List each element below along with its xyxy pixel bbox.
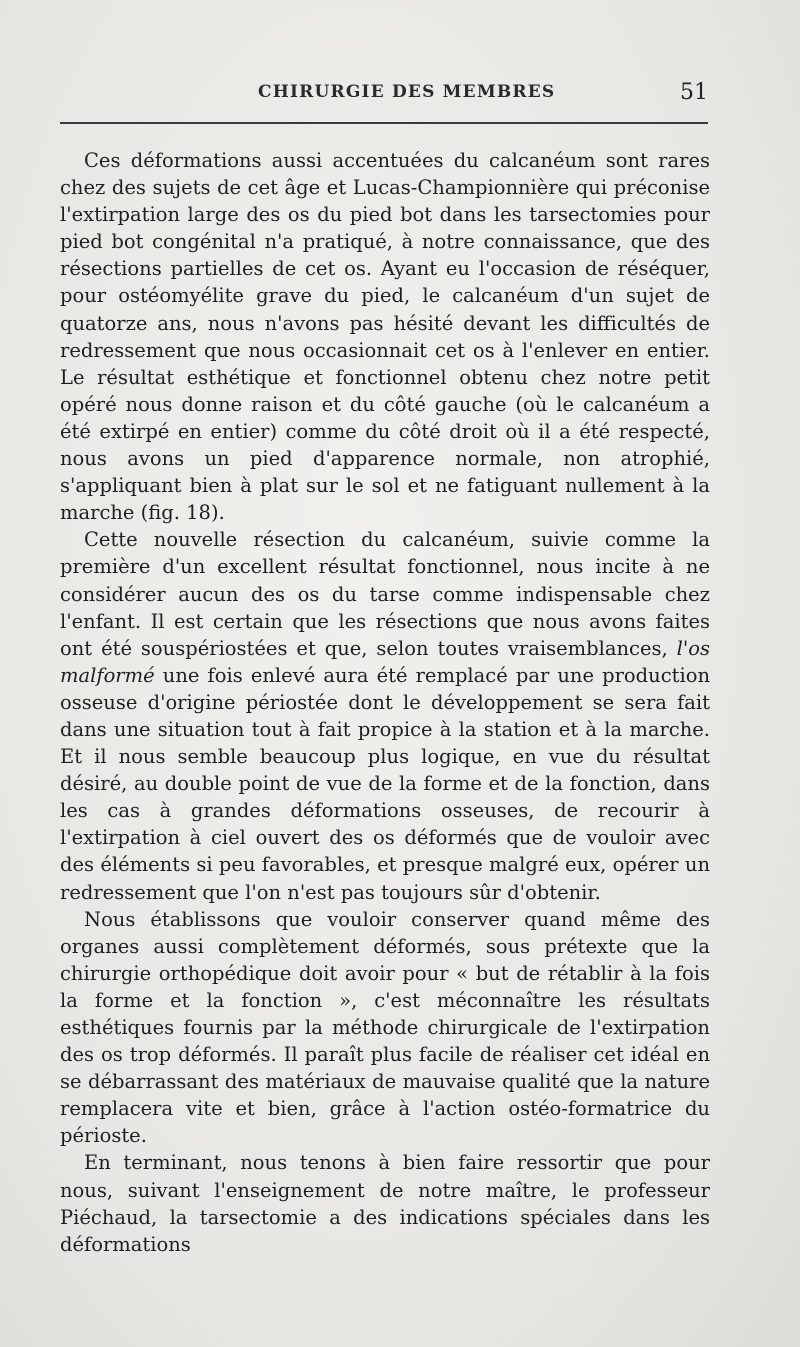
paragraph-text: Cette nouvelle résection du calcanéum, suivie comme la première d'un excellent résultat fonctionnel, nous incite à ne considérer aucun des os du tarse comme indispensable chez l'enfant. Il est certain que les résections que nous avons faites ont été souspériostées et que, selon toutes vraisemblances, [60, 528, 710, 660]
running-title: CHIRURGIE DES MEMBRES [258, 82, 556, 102]
page-number: 51 [680, 80, 708, 105]
paragraph-text: une fois enlevé aura été remplacé par une production osseuse d'origine périostée dont le développement se sera fait dans une situation tout à fait propice à la station et à la marche. Et il nous semble beaucoup plus logique, en vue du résultat désiré, au double point de vue de la forme et de la fonction, dans les cas à grandes déformations osseuses, de recourir à l'extirpation à ciel ouvert des os déformés que de vouloir avec des éléments si peu favorables, et presque malgré eux, opérer un redressement que l'on n'est pas toujours sûr d'obtenir. [60, 663, 710, 904]
paragraph [60, 526, 710, 905]
header-rule [60, 122, 708, 124]
paragraph: Ces déformations aussi accentuées du calcanéum sont rares chez des sujets de cet âge et Lucas-Championnière qui préconise l'extirpation large des os du pied bot dans les tarsectomies pour pied bot congénital n'a pratiqué, à notre connaissance, que des résections partielles de cet os. Ayant eu l'occasion de réséquer, pour ostéomyélite grave du pied, le calcanéum d'un sujet de quatorze ans, nous n'avons pas hésité devant les difficultés de redressement que nous occasionnait cet os à l'enlever en entier. Le résultat esthétique et fonctionnel obtenu chez notre petit opéré nous donne raison et du côté gauche (où le calcanéum a été extirpé en entier) comme du côté droit où il a été respecté, nous avons un pied d'apparence normale, non atrophié, s'appliquant bien à plat sur le sol et ne fatiguant nullement à la marche (fig. 18). [60, 149, 710, 525]
paragraph: En terminant, nous tenons à bien faire ressortir que pour nous, suivant l'enseignement de notre maître, le professeur Piéchaud, la tarsectomie a des indications spéciales dans les déformations [60, 1151, 710, 1256]
paragraph: Nous établissons que vouloir conserver quand même des organes aussi complètement déformés, sous prétexte que la chirurgie orthopédique doit avoir pour « but de rétablir à la fois la forme et la fonction », c'est méconnaître les résultats esthétiques fournis par la méthode chirurgicale de l'extirpation des os trop déformés. Il paraît plus facile de réaliser cet idéal en se débarrassant des matériaux de mauvaise qualité que la nature remplacera vite et bien, grâce à l'action ostéo-formatrice du périoste. [60, 907, 710, 1148]
page-header [58, 72, 708, 122]
italic-phrase: l'os malformé [60, 636, 710, 687]
body-text [60, 147, 710, 1258]
